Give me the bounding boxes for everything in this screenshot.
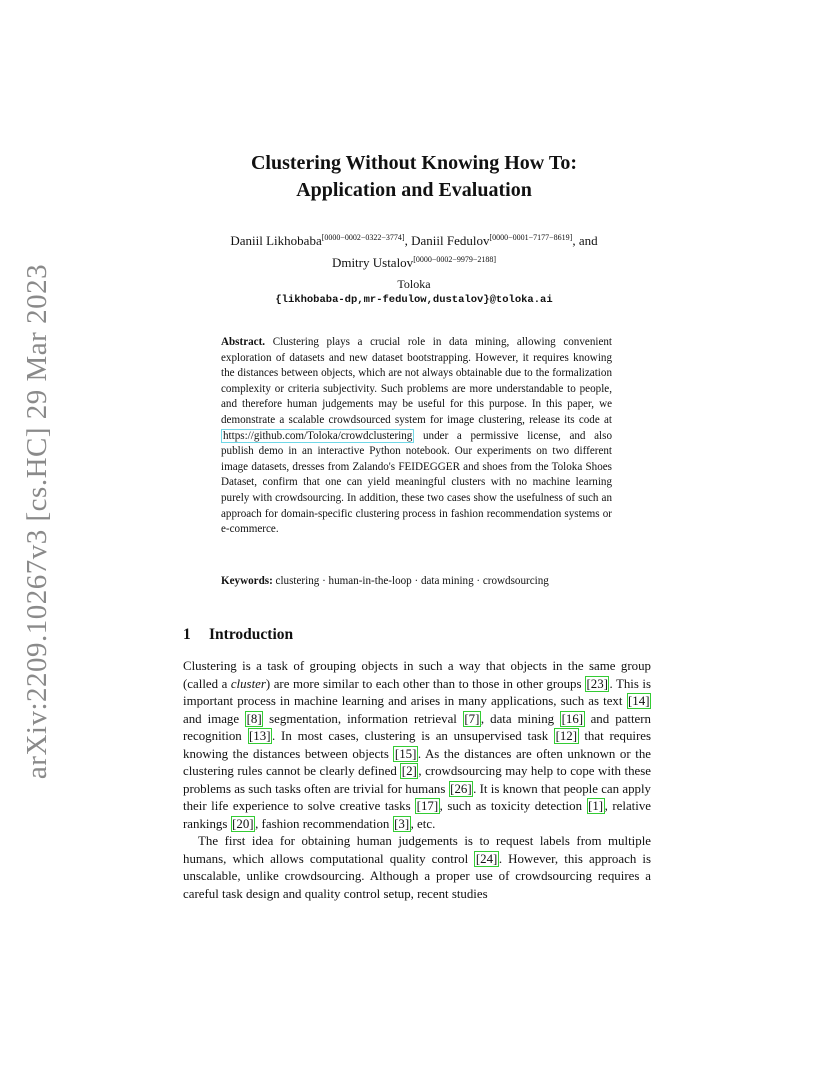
text-run: and image [183, 711, 246, 726]
text-run: , data mining [480, 711, 561, 726]
author-1-name: Daniil Likhobaba [230, 233, 322, 248]
author-2-name: Daniil Fedulov [411, 233, 490, 248]
author-line-2 [150, 250, 678, 272]
author-3-name: Dmitry Ustalov [331, 255, 414, 270]
code-repository-link[interactable]: https://github.com/Toloka/crowdclustering [223, 429, 413, 442]
section-title: Introduction [209, 626, 294, 643]
author-1-orcid[interactable]: [0000−0002−0322−3774] [321, 233, 405, 242]
citation-1[interactable]: [1] [588, 799, 604, 813]
text-run: ) are more similar to each other than to those in other groups [265, 676, 585, 691]
citation-23[interactable]: [23] [586, 676, 608, 691]
arxiv-identifier-text: arXiv:2209.10267v3 [cs.HC] 29 Mar 2023 [21, 263, 54, 779]
citation-15[interactable]: [15] [394, 746, 417, 761]
text-run: . As the distances are often unknown or the clustering rules cannot be clearly defined [183, 746, 651, 778]
section-number: 1 [183, 626, 191, 643]
abstract-text-2: under a permissive license, and also publish demo in an interactive Python notebook. Our experiments on two different image datasets, dresses from Zalando's FEIDEGGER and shoes from the Toloka Shoes Dataset, confirm that one can yield meaningful clusters with no machine learning purely with crowdsourcing. In addition, these two cases show the usefulness of such an approach for domain-specific clustering process in fashion recommendation systems or e-commerce. [221, 429, 612, 536]
citation-7[interactable]: [7] [464, 711, 480, 726]
text-run: , such as toxicity detection [439, 799, 587, 813]
citation-14[interactable]: [14] [628, 694, 650, 708]
citation-26[interactable]: [26] [450, 781, 472, 796]
citation-12[interactable]: [12] [555, 729, 578, 743]
author-3-orcid[interactable]: [0000−0002−9979−2188] [413, 255, 497, 264]
author-list [150, 228, 678, 272]
citation-17[interactable]: [17] [416, 799, 439, 813]
citation-8[interactable]: [8] [246, 711, 262, 726]
paragraph-2 [183, 833, 651, 903]
affiliation-org: Toloka [397, 277, 431, 291]
emph-cluster: cluster [230, 676, 266, 691]
citation-3[interactable]: [3] [394, 816, 410, 831]
paper-title [150, 150, 678, 204]
keywords-label: Keywords: [221, 575, 273, 587]
affiliation [150, 276, 678, 308]
text-run: segmentation, information retrieval [263, 711, 463, 726]
citation-13[interactable]: [13] [249, 729, 271, 743]
text-run: The first idea for obtaining human judgements is to request labels from multiple humans, which allows computational quality control [183, 834, 651, 866]
citation-16[interactable]: [16] [561, 711, 584, 726]
citation-24[interactable]: [24] [475, 851, 498, 866]
text-run: . It is known that people can apply their life experience to solve creative tasks [183, 781, 652, 813]
text-run: Clustering is a task of grouping objects in such a way that objects in the same group (called a [183, 659, 651, 691]
affiliation-emails[interactable]: {likhobaba-dp,mr-fedulow,dustalov}@toloka.ai [275, 294, 553, 306]
text-run: , fashion recommendation [255, 816, 393, 831]
paragraph-1 [183, 658, 651, 833]
keywords-text: clustering · human-in-the-loop · data mining · crowdsourcing [275, 575, 549, 587]
text-run: . In most cases, clustering is an unsupervised task [272, 729, 555, 743]
text-run: , crowdsourcing may help to cope with these problems as such tasks often are trivial for humans [183, 764, 651, 796]
paper-title-line-2: Application and Evaluation [296, 179, 532, 201]
text-run: , relative rankings [183, 799, 651, 831]
text-run: that requires knowing the distances between objects [183, 729, 651, 761]
text-run: . This is important process in machine learning and arises in many applications, such as text [183, 676, 652, 708]
abstract-text-1: Clustering plays a crucial role in data mining, allowing convenient exploration of datasets and new dataset bootstrapping. However, it requires knowing the distances between objects, which are not always obtainable due to the formalization complexity or criteria subjectivity. Such problems are more understandable to people, and therefore human judgements may be useful for this purpose. In this paper, we demonstrate a scalable crowdsourced system for image clustering, release its code at [221, 336, 612, 426]
introduction-body [183, 658, 651, 903]
text-run: , etc. [410, 816, 436, 831]
citation-20[interactable]: [20] [232, 816, 254, 831]
arxiv-identifier [13, 263, 63, 779]
text-run: and pattern recognition [183, 711, 651, 743]
citation-2[interactable]: [2] [401, 764, 417, 778]
text-run: . However, this approach is unscalable, unlike crowdsourcing. Although a proper use of crowdsourcing requires a careful task design and quality control setup, recent studies [183, 851, 651, 901]
author-2-orcid[interactable]: [0000−0001−7177−8619] [489, 233, 573, 242]
abstract [221, 335, 612, 538]
abstract-label: Abstract. [221, 336, 266, 348]
author-and: , and [572, 233, 598, 248]
paper-title-line-1: Clustering Without Knowing How To: [250, 152, 577, 174]
keywords [221, 574, 612, 590]
author-line-1: Daniil Likhobaba[0000−0002−0322−3774], Daniil Fedulov[0000−0001−7177−8619], and [230, 233, 598, 248]
section-heading-introduction [183, 626, 293, 644]
